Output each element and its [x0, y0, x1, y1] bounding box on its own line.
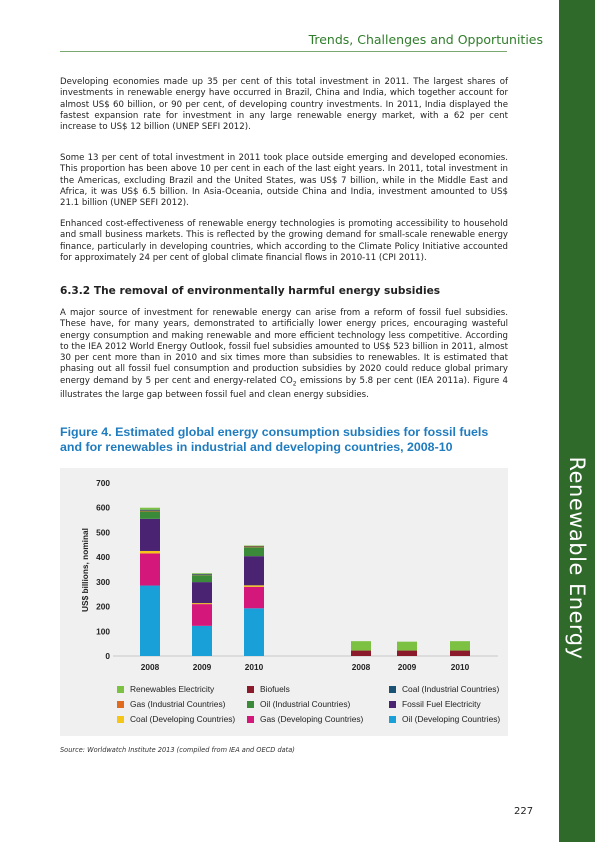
y-tick-label: 200	[96, 601, 110, 612]
paragraph-1: Developing economies made up 35 per cent of this total investment in 2011. The largest shares of investments in renewable energy have occurred in Brazil, China and India, which together account for almost US$ 60 billion, or 90 per cent, of developing country investments. In 2011, India displayed the fastest expansion rate for investment in any large renewable energy market, with a 62 per cent increase to US$ 12 billion (UNEP SEFI 2012).	[60, 77, 508, 133]
paragraph-4-main: A major source of investment for renewable energy can arise from a reform of fossil fuel subsidies. These have, for many years, demonstrated to artificially lower energy prices, encouraging wasteful energy consumption and making renewable and more efficient technology less competitive. According to the IEA 2012 World Energy Outlook, fossil fuel subsidies amounted to US$ 523 billion in 2011, almost 30 per cent more than in 2010 and six times more than subsidies to renewables. It is estimated that phasing out all fossil fuel consumption and production subsidies by 2020 could reduce global primary energy demand by 5 per cent and energy-related CO	[60, 308, 508, 386]
paragraph-4	[60, 308, 508, 401]
co2-subscript: 2	[292, 380, 297, 388]
legend-item	[247, 714, 363, 724]
x-tick-label: 2009	[397, 662, 417, 672]
x-tick-label: 2008	[140, 662, 160, 672]
x-tick-label: 2008	[351, 662, 371, 672]
y-tick-label: 300	[96, 576, 110, 587]
section-heading: 6.3.2 The removal of environmentally harmful energy subsidies	[60, 285, 441, 297]
legend-item	[117, 699, 225, 709]
y-tick-label: 500	[96, 527, 110, 538]
legend-item	[389, 714, 500, 724]
legend-swatch	[117, 716, 124, 723]
running-header: Trends, Challenges and Opportunities	[308, 32, 543, 47]
legend-item	[389, 699, 481, 709]
legend-label: Gas (Industrial Countries)	[130, 699, 226, 709]
legend-swatch	[247, 686, 254, 693]
y-tick-label: 700	[96, 478, 110, 488]
page-number: 227	[514, 806, 534, 817]
legend-item	[389, 684, 499, 694]
x-tick-label: 2010	[244, 662, 264, 672]
y-tick-label: 400	[96, 552, 110, 563]
figure-title: Figure 4. Estimated global energy consumption subsidies for fossil fuels and for renewables in industrial and developing countries, 2008-10	[60, 425, 489, 454]
figure-panel	[60, 468, 508, 736]
legend-item	[247, 699, 350, 709]
legend-label: Coal (Industrial Countries)	[402, 684, 500, 694]
legend-swatch	[389, 686, 396, 693]
paragraph-2: Some 13 per cent of total investment in 2011 took place outside emerging and developed economies. This proportion has been above 10 per cent in each of the last eight years. In 2011, total investment in the Americas, excluding Brazil and the United States, was US$ 7 billion, while in the Middle East and Africa, it was US$ 6.5 billion. In Asia-Oceania, outside China and India, investment amounted to US$ 21.1 billion (UNEP SEFI 2012).	[60, 153, 508, 209]
y-tick-label: 0	[105, 651, 110, 661]
legend-label: Renewables Electricity	[130, 684, 215, 694]
legend-label: Oil (Industrial Countries)	[260, 699, 351, 709]
legend-swatch	[117, 686, 124, 693]
legend-swatch	[389, 716, 396, 723]
legend-label: Gas (Developing Countries)	[260, 714, 364, 724]
y-axis-label: US$ billions, nominal	[80, 528, 90, 612]
sidebar-band	[559, 0, 595, 842]
legend-swatch	[389, 701, 396, 708]
x-tick-label: 2009	[192, 662, 212, 672]
legend-label: Fossil Fuel Electricity	[402, 699, 481, 709]
y-tick-label: 600	[96, 502, 110, 513]
legend-item	[117, 684, 214, 694]
legend-item	[247, 684, 290, 694]
figure-source: Source: Worldwatch Institute 2013 (compiled from IEA and OECD data)	[60, 746, 295, 754]
legend-swatch	[247, 701, 254, 708]
x-tick-label: 2010	[450, 662, 470, 672]
y-tick-label: 100	[96, 626, 110, 637]
header-rule	[60, 51, 507, 52]
paragraph-4-tail: emissions by 5.8 per cent (IEA 2011a). Figure 4 illustrates the large gap between fossil fuel and clean energy subsidies.	[60, 375, 508, 400]
legend-label: Biofuels	[260, 684, 290, 694]
paragraph-3: Enhanced cost-effectiveness of renewable energy technologies is promoting accessibility to household and small business markets. This is reflected by the growing demand for small-scale renewable energy finance, particularly in developing countries, which according to the Climate Policy Initiative accounted for approximately 24 per cent of global climate financial flows in 2010-11 (CPI 2011).	[60, 219, 508, 263]
legend-item	[117, 714, 235, 724]
legend-label: Coal (Developing Countries)	[130, 714, 236, 724]
legend-swatch	[247, 716, 254, 723]
legend-swatch	[117, 701, 124, 708]
sidebar-title: Renewable Energy	[565, 456, 589, 660]
legend-label: Oil (Developing Countries)	[402, 714, 501, 724]
